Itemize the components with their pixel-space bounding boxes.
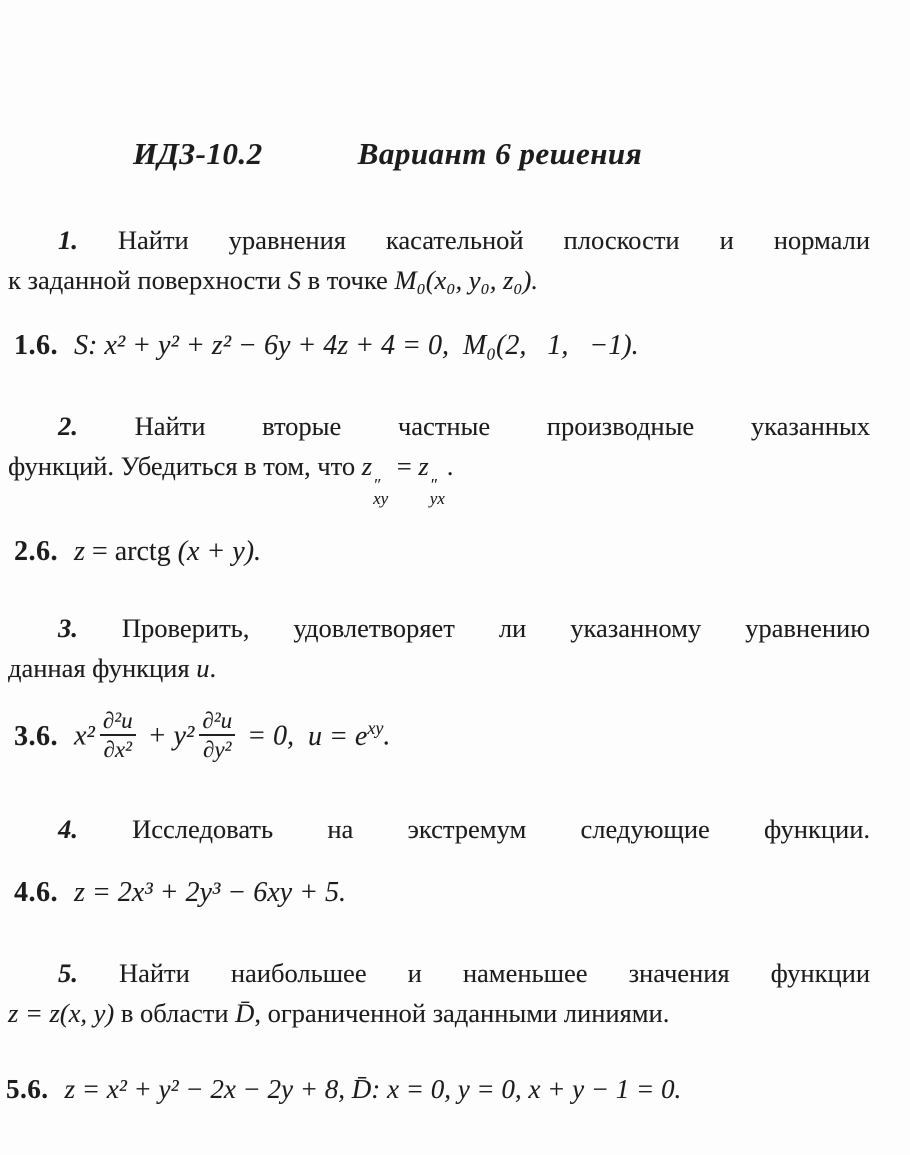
problem-1-line1: Найти уравнения касательной плоскости и нормали: [117, 225, 870, 255]
function-z-notation: z = z(x, y): [8, 997, 115, 1028]
task-3-6-label: 3.6.: [14, 720, 58, 752]
problem-5-line2: , ограниченной заданными линиями.: [254, 997, 670, 1028]
problem-4-statement: [8, 809, 870, 849]
task-5-6-label: 5.6.: [6, 1073, 49, 1104]
problem-4-text: Исследовать на экстремум следующие функции.: [132, 813, 871, 844]
task-4-6-formula: z = 2x³ + 2y³ − 6xy + 5.: [74, 876, 346, 908]
variant-title: Вариант 6 решения: [357, 136, 643, 171]
document-title: [133, 136, 910, 172]
assignment-code: ИДЗ-10.2: [133, 136, 263, 171]
domain-d-symbol: D̄: [235, 997, 255, 1028]
task-4-6: [14, 873, 910, 913]
problem-5-line1: Найти наибольшее и наменьшее значения функции: [118, 957, 870, 988]
task-1-6-surface: S:: [74, 330, 98, 361]
problem-3-statement: 3. Проверить, удовлетворяет ли указанному уравнению данная функция u.: [8, 613, 871, 684]
problem-2-number: 2.: [58, 411, 78, 441]
partial-derivative-fraction-y: $\frac{\text{∂²u}}{\text{∂y²}}$: [199, 707, 235, 764]
exponent-xy: xy: [367, 718, 384, 739]
problem-3-line1: Проверить, удовлетворяет ли указанному уравнению: [121, 613, 871, 644]
function-u-symbol: u: [196, 653, 210, 684]
problem-2-statement: 2. Найти вторые частные производные указанных функций. Убедиться в том, что z ″ xy = z ″ yx .: [8, 411, 870, 508]
task-1-6-point: M₀(2, 1, −1).: [448, 330, 639, 361]
problem-2-line1: Найти вторые частные производные указанных: [134, 411, 870, 441]
task-2-6-label: 2.6.: [14, 536, 58, 568]
mixed-partial-yx: ″ yx: [429, 474, 445, 508]
task-1-6-label: 1.6.: [14, 330, 58, 361]
point-notation: M₀(x₀, y₀, z₀).: [394, 265, 538, 295]
arctg-function: = arctg: [84, 536, 178, 568]
task-5-6-boundaries: x = 0, y = 0, x + y − 1 = 0.: [380, 1073, 682, 1104]
problem-3-line2: данная функция: [8, 653, 197, 684]
task-2-6: 2.6. z = arctg (x + y).: [14, 536, 262, 568]
partial-derivative-fraction-x: $\frac{\text{∂²u}}{\text{∂x²}}$: [100, 707, 136, 764]
surface-symbol: S: [287, 265, 301, 295]
task-5-6-function: z = x² + y² − 2x − 2y + 8,: [64, 1073, 352, 1104]
task-5-6: [6, 1069, 910, 1109]
task-1-6: [14, 326, 910, 366]
problem-1-line2: к заданной поверхности: [8, 265, 288, 295]
task-4-6-label: 4.6.: [14, 876, 58, 908]
problem-2-line2: функций. Убедиться в том, что: [8, 451, 362, 481]
problem-3-number: 3.: [58, 613, 78, 644]
problem-1-statement: 1. Найти уравнения касательной плоскости и нормали к заданной поверхности S в точке M₀(x₀, y₀, z₀).: [8, 225, 870, 295]
problem-4-number: 4.: [58, 813, 78, 844]
problem-5-statement: 5. Найти наибольшее и наменьшее значения функции z = z(x, y) в области D̄, ограниченной заданными линиями.: [8, 957, 870, 1028]
problem-1-number: 1.: [58, 225, 78, 255]
task-5-6-domain: D̄:: [351, 1073, 381, 1104]
task-1-6-equation: x² + y² + z² − 6y + 4z + 4 = 0,: [104, 330, 449, 361]
task-3-6: 3.6. x² $\frac{\text{∂²u}}{\text{∂x²}}$ + y² $\frac{\text{∂²u}}{\text{∂y²}}$ = 0, $u = e^{xy}$.: [14, 707, 391, 763]
problem-5-number: 5.: [58, 957, 78, 988]
mixed-partial-xy: ″ xy: [373, 474, 389, 508]
